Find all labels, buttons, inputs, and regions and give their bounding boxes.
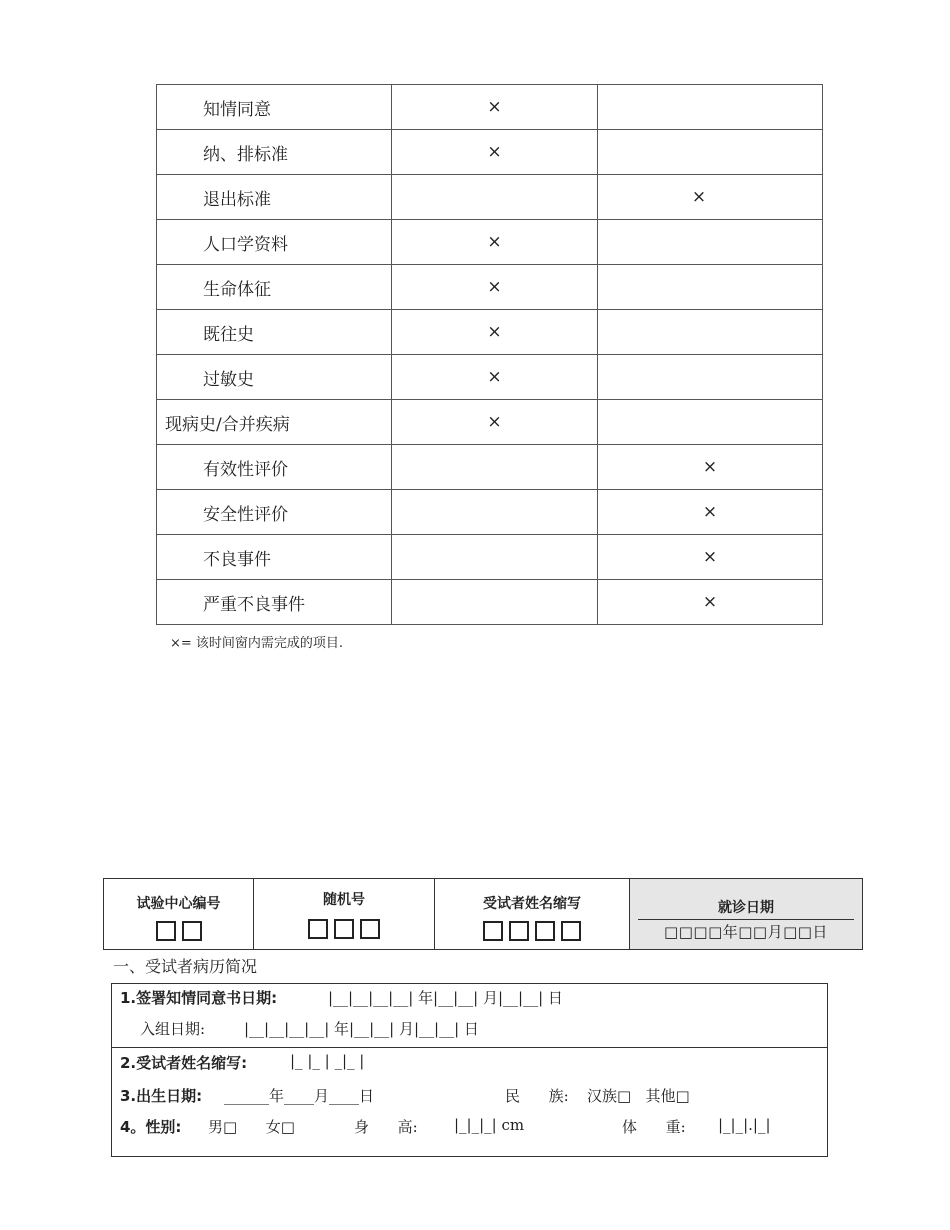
followup-mark: × [598, 580, 823, 625]
enroll-date-field[interactable]: |__|__|__|__| 年|__|__| 月|__|__| 日 [244, 1020, 479, 1038]
center-number-label: 试验中心编号 [136, 896, 221, 912]
weight-field[interactable]: |_|_|.|_| [718, 1116, 771, 1134]
followup-mark: × [598, 490, 823, 535]
weight-label: 体 重: [622, 1118, 686, 1136]
crf-header [103, 878, 863, 950]
screening-mark: × [392, 85, 598, 130]
followup-mark [598, 310, 823, 355]
schedule-row [157, 130, 823, 175]
center-number-cell [104, 879, 254, 949]
enroll-date-label: 入组日期: [140, 1020, 206, 1038]
birth-date-field[interactable]: ______年____月____日 [224, 1087, 375, 1105]
initials-label: 2.受试者姓名缩写: [120, 1054, 248, 1072]
followup-mark: × [598, 535, 823, 580]
sex-label: 4。性别: [120, 1118, 182, 1136]
initials-cell [435, 879, 630, 949]
consent-date-field[interactable]: |__|__|__|__| 年|__|__| 月|__|__| 日 [328, 989, 563, 1007]
digit-box[interactable] [308, 919, 328, 939]
followup-mark [598, 265, 823, 310]
birth-date-label: 3.出生日期: [120, 1087, 203, 1105]
schedule-item: 既往史 [157, 310, 392, 355]
letter-box[interactable] [509, 921, 529, 941]
schedule-row [157, 85, 823, 130]
visit-date-cell [630, 879, 862, 949]
schedule-row [157, 490, 823, 535]
schedule-row [157, 310, 823, 355]
followup-mark: × [598, 175, 823, 220]
height-label: 身 高: [354, 1118, 418, 1136]
letter-box[interactable] [561, 921, 581, 941]
screening-mark: × [392, 355, 598, 400]
ethnicity-label: 民 族: [505, 1087, 569, 1105]
visit-date-label: 就诊日期 [718, 900, 774, 916]
schedule-note: ×= 该时间窗内需完成的项目. [170, 636, 344, 651]
schedule-row [157, 535, 823, 580]
schedule-row [157, 175, 823, 220]
random-number-boxes[interactable] [254, 919, 434, 939]
height-field[interactable]: |_|_|_| cm [454, 1116, 525, 1134]
screening-mark [392, 445, 598, 490]
schedule-row [157, 355, 823, 400]
screening-mark: × [392, 400, 598, 445]
followup-mark [598, 130, 823, 175]
screening-mark: × [392, 265, 598, 310]
followup-mark [598, 220, 823, 265]
divider [638, 919, 854, 920]
followup-mark [598, 400, 823, 445]
digit-box[interactable] [156, 921, 176, 941]
ethnicity-options[interactable]: 汉族□ 其他□ [587, 1087, 690, 1105]
schedule-item: 生命体征 [157, 265, 392, 310]
screening-mark [392, 580, 598, 625]
letter-box[interactable] [535, 921, 555, 941]
schedule-item: 过敏史 [157, 355, 392, 400]
digit-box[interactable] [182, 921, 202, 941]
schedule-row [157, 220, 823, 265]
digit-box[interactable] [360, 919, 380, 939]
followup-mark [598, 85, 823, 130]
sex-options[interactable]: 男□ 女□ [208, 1118, 295, 1136]
random-number-cell [254, 879, 435, 949]
letter-box[interactable] [483, 921, 503, 941]
screening-mark: × [392, 310, 598, 355]
followup-mark: × [598, 445, 823, 490]
random-number-label: 随机号 [323, 892, 365, 908]
center-number-boxes[interactable] [104, 921, 253, 941]
schedule-row [157, 265, 823, 310]
schedule-item: 知情同意 [157, 85, 392, 130]
section-title: 一、受试者病历简况 [113, 957, 258, 976]
schedule-item: 纳、排标准 [157, 130, 392, 175]
screening-mark [392, 535, 598, 580]
visit-date-field[interactable]: □□□□年□□月□□日 [664, 923, 828, 941]
screening-mark [392, 490, 598, 535]
screening-mark: × [392, 220, 598, 265]
schedule-item: 严重不良事件 [157, 580, 392, 625]
screening-mark [392, 175, 598, 220]
schedule-item: 不良事件 [157, 535, 392, 580]
schedule-row [157, 445, 823, 490]
initials-field[interactable]: |_ |_ | _|_ | [290, 1052, 365, 1070]
schedule-row [157, 580, 823, 625]
history-form [111, 983, 828, 1157]
schedule-item: 现病史/合并疾病 [157, 400, 392, 445]
initials-boxes[interactable] [435, 921, 629, 941]
followup-mark [598, 355, 823, 400]
initials-label: 受试者姓名缩写 [483, 896, 581, 912]
schedule-item: 人口学资料 [157, 220, 392, 265]
screening-mark: × [392, 130, 598, 175]
digit-box[interactable] [334, 919, 354, 939]
schedule-item: 有效性评价 [157, 445, 392, 490]
schedule-row [157, 400, 823, 445]
schedule-item: 退出标准 [157, 175, 392, 220]
visit-schedule-table [156, 84, 823, 625]
consent-date-label: 1.签署知情同意书日期: [120, 989, 278, 1007]
schedule-item: 安全性评价 [157, 490, 392, 535]
